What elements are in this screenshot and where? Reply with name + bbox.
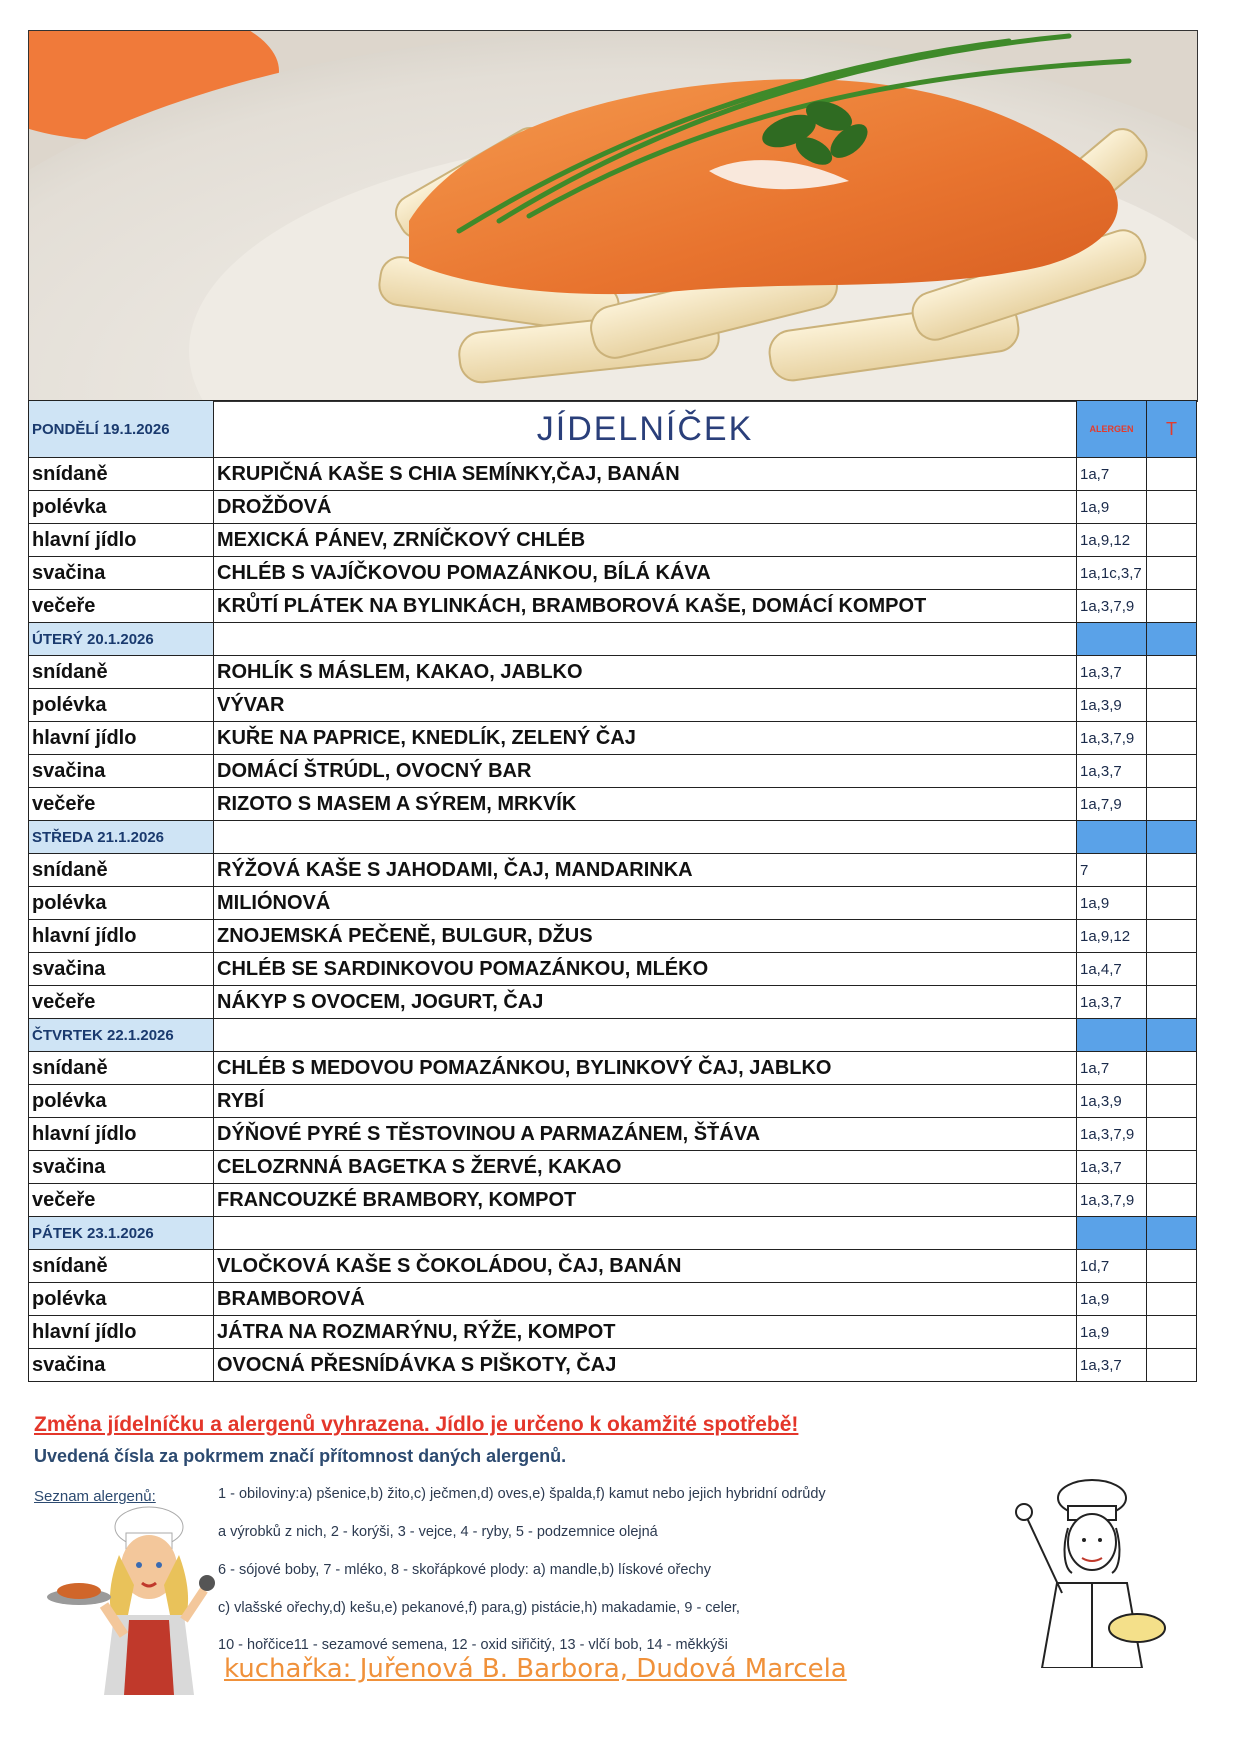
dish-name: MILIÓNOVÁ: [214, 887, 1077, 920]
meal-type: polévka: [29, 887, 214, 920]
t-cell: [1147, 953, 1197, 986]
meal-type: hlavní jídlo: [29, 1118, 214, 1151]
table-row: [29, 920, 1197, 953]
t-cell: [1147, 755, 1197, 788]
chef-woman-icon: [44, 1505, 224, 1700]
meal-type: večeře: [29, 590, 214, 623]
t-cell: [1147, 491, 1197, 524]
allergen-line: 6 - sójové boby, 7 - mléko, 8 - skořápkové plody: a) mandle,b) lískové ořechy: [218, 1562, 711, 1578]
t-cell: [1147, 1316, 1197, 1349]
day-header-t-cell: [1147, 1019, 1197, 1052]
t-cell: [1147, 1283, 1197, 1316]
dish-name: MEXICKÁ PÁNEV, ZRNÍČKOVÝ CHLÉB: [214, 524, 1077, 557]
allergen-codes: 1a,3,7: [1077, 1349, 1147, 1382]
t-cell: [1147, 920, 1197, 953]
table-row: [29, 491, 1197, 524]
dish-name: ZNOJEMSKÁ PEČENĚ, BULGUR, DŽUS: [214, 920, 1077, 953]
dish-name: NÁKYP S OVOCEM, JOGURT, ČAJ: [214, 986, 1077, 1019]
table-row: [29, 557, 1197, 590]
day-header-spacer: [214, 821, 1077, 854]
t-cell: [1147, 689, 1197, 722]
meal-type: snídaně: [29, 656, 214, 689]
allergen-codes: 1a,9: [1077, 1316, 1147, 1349]
table-row: [29, 1085, 1197, 1118]
allergen-codes: 1a,3,7,9: [1077, 1184, 1147, 1217]
meal-type: snídaně: [29, 1052, 214, 1085]
allergen-codes: 1a,7,9: [1077, 788, 1147, 821]
day-header-t-cell: [1147, 821, 1197, 854]
menu-table: [28, 400, 1197, 1382]
allergen-codes: 7: [1077, 854, 1147, 887]
table-row: [29, 1316, 1197, 1349]
table-row: [29, 656, 1197, 689]
allergen-codes: 1d,7: [1077, 1250, 1147, 1283]
dish-name: RÝŽOVÁ KAŠE S JAHODAMI, ČAJ, MANDARINKA: [214, 854, 1077, 887]
allergen-codes: 1a,3,7: [1077, 656, 1147, 689]
dish-name: FRANCOUZKÉ BRAMBORY, KOMPOT: [214, 1184, 1077, 1217]
t-cell: [1147, 557, 1197, 590]
table-row: [29, 590, 1197, 623]
page-title: JÍDELNÍČEK: [214, 401, 1077, 458]
allergen-codes: 1a,3,7: [1077, 1151, 1147, 1184]
day-header-row: [29, 1019, 1197, 1052]
table-row: [29, 1349, 1197, 1382]
meal-type: polévka: [29, 689, 214, 722]
meal-type: hlavní jídlo: [29, 524, 214, 557]
t-cell: [1147, 887, 1197, 920]
table-row: [29, 1250, 1197, 1283]
dish-name: KUŘE NA PAPRICE, KNEDLÍK, ZELENÝ ČAJ: [214, 722, 1077, 755]
t-cell: [1147, 656, 1197, 689]
t-cell: [1147, 458, 1197, 491]
table-row: [29, 854, 1197, 887]
table-row: [29, 755, 1197, 788]
table-row: [29, 1184, 1197, 1217]
allergen-header: ALERGEN: [1077, 401, 1147, 458]
dish-name: VLOČKOVÁ KAŠE S ČOKOLÁDOU, ČAJ, BANÁN: [214, 1250, 1077, 1283]
day-header-row: [29, 1217, 1197, 1250]
dish-name: CHLÉB S MEDOVOU POMAZÁNKOU, BYLINKOVÝ ČAJ, JABLKO: [214, 1052, 1077, 1085]
allergen-codes: 1a,7: [1077, 1052, 1147, 1085]
dish-name: CHLÉB SE SARDINKOVOU POMAZÁNKOU, MLÉKO: [214, 953, 1077, 986]
food-photo: [28, 30, 1198, 402]
dish-name: RYBÍ: [214, 1085, 1077, 1118]
t-cell: [1147, 986, 1197, 1019]
table-row: [29, 953, 1197, 986]
notice-blue: Uvedená čísla za pokrmem značí přítomnost daných alergenů.: [34, 1446, 567, 1466]
allergen-codes: 1a,3,9: [1077, 1085, 1147, 1118]
allergen-codes: 1a,1c,3,7: [1077, 557, 1147, 590]
t-cell: [1147, 788, 1197, 821]
t-cell: [1147, 524, 1197, 557]
t-cell: [1147, 1349, 1197, 1382]
allergen-line: 10 - hořčice11 - sezamové semena, 12 - oxid siřičitý, 13 - vlčí bob, 14 - měkkýši: [218, 1637, 728, 1653]
table-row: [29, 1118, 1197, 1151]
allergen-codes: 1a,3,7,9: [1077, 722, 1147, 755]
t-cell: [1147, 722, 1197, 755]
t-header: T: [1147, 401, 1197, 458]
allergen-line: a výrobků z nich, 2 - korýši, 3 - vejce, 4 - ryby, 5 - podzemnice olejná: [218, 1524, 658, 1540]
dish-name: JÁTRA NA ROZMARÝNU, RÝŽE, KOMPOT: [214, 1316, 1077, 1349]
t-cell: [1147, 1118, 1197, 1151]
allergen-codes: 1a,9,12: [1077, 920, 1147, 953]
meal-type: svačina: [29, 557, 214, 590]
table-row: [29, 1283, 1197, 1316]
day-label: PONDĚLÍ 19.1.2026: [29, 401, 214, 458]
allergen-codes: 1a,7: [1077, 458, 1147, 491]
allergen-codes: 1a,3,7: [1077, 755, 1147, 788]
table-row: [29, 1052, 1197, 1085]
table-row: [29, 788, 1197, 821]
cooks-names: kuchařka: Juřenová B. Barbora, Dudová Marcela: [224, 1654, 847, 1684]
dish-name: CELOZRNNÁ BAGETKA S ŽERVÉ, KAKAO: [214, 1151, 1077, 1184]
meal-type: snídaně: [29, 458, 214, 491]
meal-type: svačina: [29, 755, 214, 788]
day-header-spacer: [214, 623, 1077, 656]
meal-type: polévka: [29, 1283, 214, 1316]
meal-type: snídaně: [29, 1250, 214, 1283]
meal-type: polévka: [29, 1085, 214, 1118]
table-row: [29, 722, 1197, 755]
meal-type: hlavní jídlo: [29, 722, 214, 755]
dish-name: KRUPIČNÁ KAŠE S CHIA SEMÍNKY,ČAJ, BANÁN: [214, 458, 1077, 491]
t-cell: [1147, 854, 1197, 887]
dish-name: VÝVAR: [214, 689, 1077, 722]
meal-type: svačina: [29, 953, 214, 986]
allergen-line: c) vlašské ořechy,d) kešu,e) pekanové,f) para,g) pistácie,h) makadamie, 9 - celer,: [218, 1600, 740, 1616]
day-header-spacer: [214, 1019, 1077, 1052]
dish-name: KRŮTÍ PLÁTEK NA BYLINKÁCH, BRAMBOROVÁ KAŠE, DOMÁCÍ KOMPOT: [214, 590, 1077, 623]
table-row: [29, 458, 1197, 491]
day-header-allergen-cell: [1077, 821, 1147, 854]
allergen-codes: 1a,9: [1077, 887, 1147, 920]
t-cell: [1147, 1151, 1197, 1184]
day-header-allergen-cell: [1077, 623, 1147, 656]
meal-type: polévka: [29, 491, 214, 524]
menu-body: [29, 401, 1197, 1382]
dish-name: DROŽĎOVÁ: [214, 491, 1077, 524]
table-row: [29, 1151, 1197, 1184]
chef-woman-sketch-icon: [1012, 1478, 1172, 1673]
day-header-row: [29, 821, 1197, 854]
day-label: PÁTEK 23.1.2026: [29, 1217, 214, 1250]
allergen-list-label: Seznam alergenů:: [34, 1488, 156, 1505]
day-label: STŘEDA 21.1.2026: [29, 821, 214, 854]
meal-type: večeře: [29, 1184, 214, 1217]
dish-name: CHLÉB S VAJÍČKOVOU POMAZÁNKOU, BÍLÁ KÁVA: [214, 557, 1077, 590]
dish-name: BRAMBOROVÁ: [214, 1283, 1077, 1316]
allergen-codes: 1a,9: [1077, 491, 1147, 524]
table-row: [29, 986, 1197, 1019]
allergen-codes: 1a,3,7,9: [1077, 1118, 1147, 1151]
allergen-codes: 1a,3,9: [1077, 689, 1147, 722]
meal-type: svačina: [29, 1151, 214, 1184]
allergen-codes: 1a,9: [1077, 1283, 1147, 1316]
day-header-allergen-cell: [1077, 1019, 1147, 1052]
t-cell: [1147, 1250, 1197, 1283]
dish-name: OVOCNÁ PŘESNÍDÁVKA S PIŠKOTY, ČAJ: [214, 1349, 1077, 1382]
allergen-codes: 1a,3,7,9: [1077, 590, 1147, 623]
title-row: [29, 401, 1197, 458]
allergen-codes: 1a,3,7: [1077, 986, 1147, 1019]
meal-type: snídaně: [29, 854, 214, 887]
meal-type: hlavní jídlo: [29, 920, 214, 953]
t-cell: [1147, 1184, 1197, 1217]
allergen-codes: 1a,9,12: [1077, 524, 1147, 557]
meal-type: svačina: [29, 1349, 214, 1382]
notice-red: Změna jídelníčku a alergenů vyhrazena. Jídlo je určeno k okamžité spotřebě!: [34, 1413, 799, 1436]
table-row: [29, 689, 1197, 722]
day-label: ČTVRTEK 22.1.2026: [29, 1019, 214, 1052]
meal-type: večeře: [29, 986, 214, 1019]
meal-type: hlavní jídlo: [29, 1316, 214, 1349]
day-header-t-cell: [1147, 1217, 1197, 1250]
table-row: [29, 887, 1197, 920]
day-label: ÚTERÝ 20.1.2026: [29, 623, 214, 656]
t-cell: [1147, 1085, 1197, 1118]
day-header-spacer: [214, 1217, 1077, 1250]
dish-name: RIZOTO S MASEM A SÝREM, MRKVÍK: [214, 788, 1077, 821]
allergen-codes: 1a,4,7: [1077, 953, 1147, 986]
day-header-t-cell: [1147, 623, 1197, 656]
table-row: [29, 524, 1197, 557]
allergen-line: 1 - obiloviny:a) pšenice,b) žito,c) ječmen,d) oves,e) špalda,f) kamut nebo jejich hybridní odrůdy: [218, 1486, 826, 1502]
day-header-row: [29, 623, 1197, 656]
day-header-allergen-cell: [1077, 1217, 1147, 1250]
meal-type: večeře: [29, 788, 214, 821]
t-cell: [1147, 590, 1197, 623]
dish-name: ROHLÍK S MÁSLEM, KAKAO, JABLKO: [214, 656, 1077, 689]
t-cell: [1147, 1052, 1197, 1085]
dish-name: DÝŇOVÉ PYRÉ S TĚSTOVINOU A PARMAZÁNEM, ŠŤÁVA: [214, 1118, 1077, 1151]
dish-name: DOMÁCÍ ŠTRÚDL, OVOCNÝ BAR: [214, 755, 1077, 788]
